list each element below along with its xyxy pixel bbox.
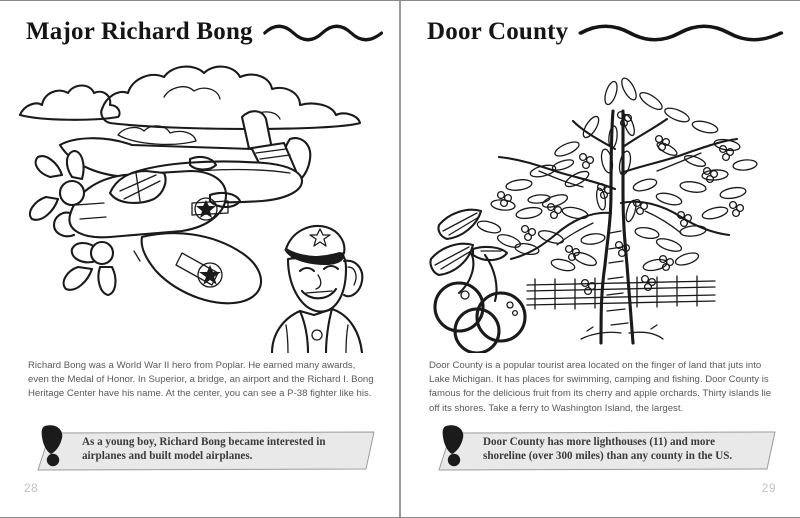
clouds-group xyxy=(20,67,360,145)
right-page-header xyxy=(427,15,784,49)
body-paragraph: Door County is a popular tourist area located on the finger of land that juts into Lake Michigan. It has places for swimming, camping and fishing. Door County is famous for the delicious fruit from its cherry and apple orchards. Thirty islands lie off its shores. Take a ferry to Washington Island, the largest. xyxy=(429,360,772,414)
left-page xyxy=(0,1,399,517)
page-title: Door County xyxy=(427,18,569,45)
right-page xyxy=(401,1,800,517)
p38-plane-group xyxy=(30,111,310,303)
fact-box xyxy=(36,425,376,471)
cherry-tree-illustration-svg xyxy=(415,53,787,353)
book-gutter-line xyxy=(399,1,401,517)
page-number: 28 xyxy=(24,481,39,495)
fact-text: As a young boy, Richard Bong became interested in airplanes and built model airplanes. xyxy=(82,436,326,462)
airplane-illustration-svg xyxy=(14,53,386,353)
page-title: Major Richard Bong xyxy=(26,18,253,45)
cherry-cluster-foreground xyxy=(430,210,525,353)
fact-text: Door County has more lighthouses (11) and more shoreline (over 300 miles) than any county in the US. xyxy=(483,436,733,462)
title-wave-decoration xyxy=(263,21,383,43)
cherry-tree-illustration xyxy=(415,53,787,353)
title-wave-decoration xyxy=(578,21,784,43)
fence-group xyxy=(527,276,715,309)
left-page-header xyxy=(26,15,383,49)
airplane-illustration xyxy=(14,53,386,353)
pilot-character-group xyxy=(272,226,362,353)
fact-box xyxy=(437,425,777,471)
body-paragraph: Richard Bong was a World War II hero from Poplar. He earned many awards, even the Medal of Honor. In Superior, a bridge, an airport and the Richard I. Bong Heritage Center have his name. At the center, you can see a P-38 fighter like his. xyxy=(28,360,374,400)
page-number: 29 xyxy=(761,481,776,495)
